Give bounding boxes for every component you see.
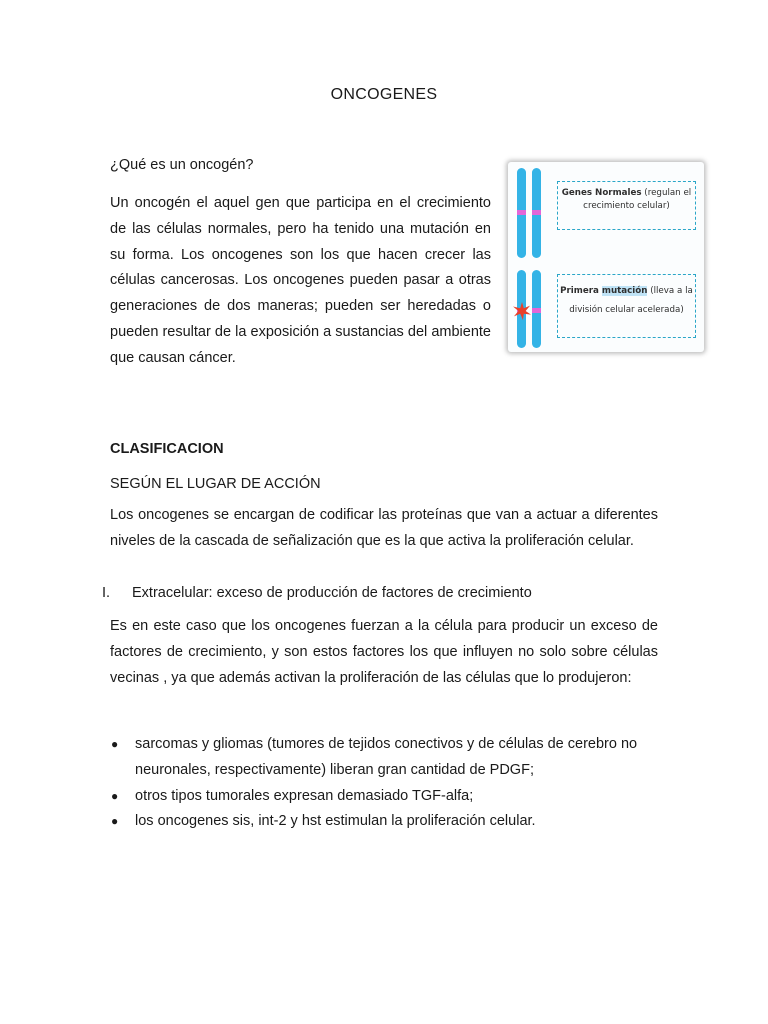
mutation-line2: división celular acelerada) bbox=[569, 305, 684, 315]
growth-factor-paragraph: Es en este caso que los oncogenes fuerzan a la célula para producir un exceso de factores de crecimiento, y son estos factores los que influyen no solo sobre células vecinas , ya que además activan la proliferación de las células que lo produjeron: bbox=[110, 618, 658, 686]
numbered-item-number: I. bbox=[102, 585, 111, 601]
mutation-highlight: mutación bbox=[601, 286, 648, 296]
list-item bbox=[110, 784, 658, 810]
question-heading: ¿Qué es un oncogén? bbox=[110, 157, 254, 173]
bullet-icon: ● bbox=[111, 737, 119, 751]
normal-genes-title: Genes Normales bbox=[561, 188, 642, 198]
list-item-text: sarcomas y gliomas (tumores de tejidos conectivos y de células de cerebro no neuronales, respectivamente) liberan gran cantidad de PDGF; bbox=[135, 736, 638, 778]
chromosome-band bbox=[532, 210, 541, 215]
numbered-item-text: Extracelular: exceso de producción de factores de crecimiento bbox=[132, 585, 532, 601]
chromosome-band bbox=[532, 308, 541, 313]
list-item-text: los oncogenes sis, int-2 y hst estimulan la proliferación celular. bbox=[135, 813, 536, 830]
page-title: ONCOGENES bbox=[330, 86, 438, 103]
bullet-icon: ● bbox=[111, 788, 119, 803]
normal-genes-line2: crecimiento celular) bbox=[583, 201, 670, 211]
action-site-subheading: SEGÚN EL LUGAR DE ACCIÓN bbox=[110, 476, 321, 492]
mutation-line1 bbox=[558, 285, 695, 298]
normal-genes-line1 bbox=[558, 187, 695, 200]
list-item bbox=[110, 809, 658, 835]
chromosome-band bbox=[517, 210, 526, 215]
intro-paragraph: Un oncogén el aquel gen que participa en el crecimiento de las células normales, pero ha tenido una mutación en su forma. Los oncogenes son los que hacen crecer las células cancerosas. Los oncogenes pueden pasar a otras generaciones de dos maneras; pueden ser heredadas o pueden resultar de la exposición a sustancias del ambiente que causan cáncer. bbox=[110, 195, 491, 366]
signaling-paragraph: Los oncogenes se encargan de codificar las proteínas que van a actuar a diferentes niveles de la cascada de señalización que es la que activa la proliferación celular. bbox=[110, 507, 658, 549]
mutation-desc1: (lleva a la bbox=[647, 286, 693, 296]
list-item-text: otros tipos tumorales expresan demasiado TGF-alfa; bbox=[135, 787, 474, 804]
classification-heading: CLASIFICACION bbox=[110, 441, 224, 457]
mutation-title-prefix: Primera bbox=[560, 286, 602, 296]
list-item bbox=[110, 732, 658, 784]
bullet-icon: ● bbox=[111, 814, 119, 829]
oncogene-figure bbox=[508, 162, 704, 352]
normal-genes-label-box bbox=[557, 181, 696, 230]
numbered-item-extracellular bbox=[102, 585, 532, 601]
mutation-burst-icon bbox=[513, 302, 531, 320]
chromosome-normal-right bbox=[532, 168, 541, 258]
examples-bullet-list bbox=[110, 732, 658, 835]
mutation-label-box bbox=[557, 274, 696, 338]
normal-genes-desc1: (regulan el bbox=[641, 188, 692, 198]
chromosome-normal-left bbox=[517, 168, 526, 258]
chromosome-mutated-right bbox=[532, 270, 541, 348]
